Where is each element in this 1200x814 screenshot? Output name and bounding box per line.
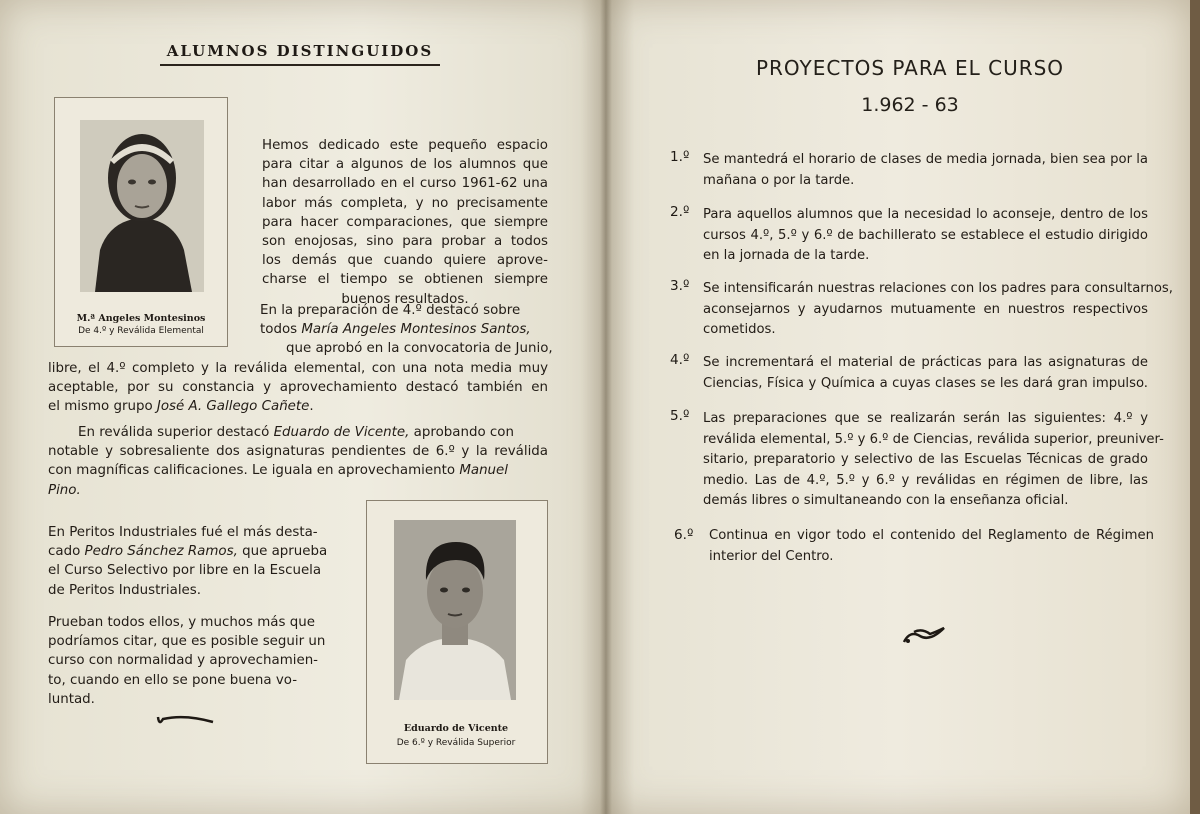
item-line: en la jornada de la tarde. [703, 248, 870, 263]
intro-line: para hacer comparaciones, que siempre [262, 214, 548, 230]
photo1-caption-subtitle: De 4.º y Reválida Elemental [78, 326, 204, 336]
intro-line: labor más completa, y no precisamente [262, 195, 548, 211]
intro-paragraph [262, 136, 548, 309]
text-line: En la preparación de 4.º destacó sobre [260, 303, 521, 318]
text-line [48, 481, 548, 500]
text-line [48, 461, 548, 480]
item-line: Las preparaciones que se realizarán serán las siguientes: 4.º y [703, 411, 1148, 426]
paragraph-vicente [48, 423, 548, 500]
left-page-title: ALUMNOS DISTINGUIDOS [166, 42, 434, 60]
text-line: notable y sobresaliente dos asignaturas pendientes de 6.º y la reválida [48, 444, 548, 460]
text-line: el Curso Selectivo por libre en la Escuela [48, 563, 322, 579]
project-item-5 [703, 409, 1164, 512]
text-run: el mismo grupo [48, 399, 157, 415]
item-line: mañana o por la tarde. [703, 172, 855, 188]
text-run: En reválida superior destacó [78, 425, 274, 440]
flourish-ornament-left [155, 712, 217, 728]
item-line: cursos 4.º, 5.º y 6.º de bachillerato se establece el estudio dirigido [703, 227, 1148, 243]
project-item-4 [703, 353, 1148, 394]
intro-line: son enojosas, sino para probar a todos [262, 234, 548, 250]
item-line: Se intensificarán nuestras relaciones con los padres para consultarnos, [703, 281, 1173, 296]
text-line: de Peritos Industriales. [48, 582, 202, 598]
text-line: Prueban todos ellos, y muchos más que [48, 615, 315, 630]
text-line [48, 320, 548, 339]
item-number: 6.º [674, 527, 694, 543]
paragraph-peritos [48, 523, 338, 600]
text-line: to, cuando en ello se pone buena vo- [48, 672, 298, 688]
intro-line: los demás que cuando quiere aprove- [262, 253, 548, 269]
text-run: Pino. [48, 482, 81, 498]
photo2-caption-name: Eduardo de Vicente [403, 723, 509, 734]
text-run: todos [260, 322, 302, 338]
item-line: Para aquellos alumnos que la necesidad lo aconseje, dentro de los [703, 207, 1148, 222]
portrait-photo-1 [80, 120, 204, 292]
intro-line: para citar a algunos de los alumnos que [262, 157, 548, 173]
text-run: . [309, 399, 314, 415]
item-number: 4.º [670, 352, 690, 368]
item-number: 1.º [670, 149, 690, 165]
text-line: curso con normalidad y aprovechamien- [48, 653, 319, 669]
course-year: 1.962 - 63 [861, 94, 959, 116]
flourish-ornament-right [900, 622, 950, 648]
text-line [48, 423, 548, 442]
photo1-caption-name: M.ª Angeles Montesinos [76, 313, 206, 324]
item-line: interior del Centro. [709, 548, 834, 564]
text-run: aprobando con [409, 425, 514, 440]
item-number: 3.º [670, 278, 690, 294]
intro-line: Hemos dedicado este pequeño espacio [262, 138, 548, 153]
text-line: que aprobó en la convocatoria de Junio, [286, 341, 553, 357]
intro-line: buenos resultados. [341, 291, 469, 307]
right-page-title: PROYECTOS PARA EL CURSO [755, 56, 1065, 80]
book-spine [600, 0, 612, 814]
text-run: con magníficas calificaciones. Le iguala en aprovechamiento [48, 463, 460, 479]
photo2-caption-subtitle: De 6.º y Reválida Superior [396, 738, 516, 748]
student-name-sanchez: Pedro Sánchez Ramos, [84, 544, 238, 560]
item-line: Se mantedrá el horario de clases de media jornada, bien sea por la [703, 152, 1148, 167]
text-line [48, 542, 338, 561]
table-edge [1190, 0, 1200, 814]
item-line: reválida elemental, 5.º y 6.º de Ciencias, reválida superior, preuniver- [703, 431, 1164, 447]
paragraph-montesinos [48, 301, 553, 416]
item-line: cometidos. [703, 322, 776, 337]
project-item-1 [703, 150, 1148, 191]
item-line: Ciencias, Física y Química a cuyas clases se les dará gran impulso. [703, 375, 1148, 391]
intro-line: charse el tiempo se obtienen siempre [262, 272, 548, 288]
student-name-vicente: Eduardo de Vicente, [273, 425, 410, 440]
student-name-pino: Manuel [459, 463, 509, 479]
text-line: En Peritos Industriales fué el más desta- [48, 525, 318, 540]
item-line: medio. Las de 4.º, 5.º y 6.º y reválidas en régimen de libre, las [703, 472, 1148, 488]
item-line: sitario, preparatorio y selectivo de las Escuelas Técnicas de grado [703, 452, 1148, 467]
project-item-2 [703, 205, 1148, 267]
text-line [48, 397, 548, 416]
paragraph-conclusion [48, 613, 338, 709]
item-line: Se incrementará el material de prácticas para las asignaturas de [703, 355, 1148, 370]
portrait-photo-2 [394, 520, 516, 700]
item-line: Continua en vigor todo el contenido del Reglamento de Régimen [709, 528, 1154, 543]
text-run: que aprueba [237, 544, 328, 560]
item-line: demás libres o simultaneando con la enseñanza oficial. [703, 493, 1069, 508]
project-item-3 [703, 279, 1173, 341]
text-run: cado [48, 544, 85, 560]
intro-line: han desarrollado en el curso 1961-62 una [262, 176, 548, 192]
item-number: 5.º [670, 408, 690, 424]
project-item-6 [709, 526, 1154, 567]
student-name-montesinos: María Angeles Montesinos Santos, [301, 322, 531, 338]
student-name-gallego: José A. Gallego Cañete [156, 399, 310, 415]
text-line: podríamos citar, que es posible seguir un [48, 634, 326, 650]
title-underline [160, 64, 440, 66]
item-line: aconsejarnos y ayudarnos mutuamente en nuestros respectivos [703, 301, 1148, 317]
item-number: 2.º [670, 204, 690, 220]
text-line: aceptable, por su constancia y aprovechamiento destacó también en [48, 379, 548, 395]
text-line: luntad. [48, 691, 95, 707]
right-page [605, 0, 1190, 814]
text-line: libre, el 4.º completo y la reválida elemental, con una nota media muy [48, 360, 548, 376]
